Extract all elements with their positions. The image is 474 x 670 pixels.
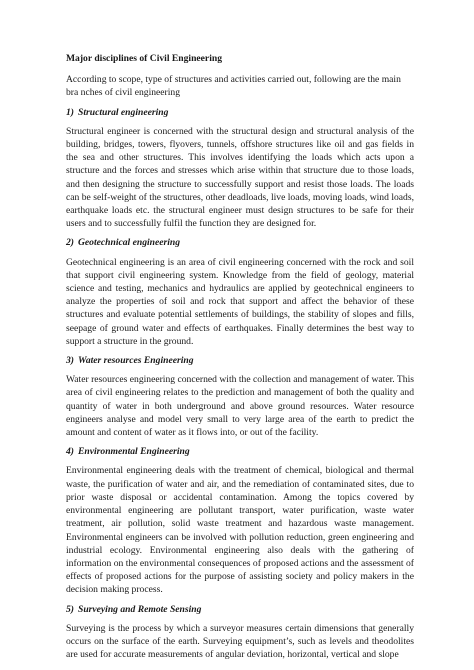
section-body: Structural engineer is concerned with the structural design and structural analysis of the building, bridges, towers, flyovers, tunnels, offshore structures like oil and gas fields in the sea and other structures. This involves identifying the loads which acts upon a structure and the forces and stresses which arise within that structure due to those loads, and then designing the structure to successfully support and resist those loads. The loads can be self-weight of the structures, other deadloads, live loads, moving loads, wind loads, earthquake loads etc. the structural engineer must design structures to be safe for their users and to successfully fulfil the function they are designed for. — [66, 125, 414, 230]
section-geotechnical — [66, 236, 414, 348]
document-title: Major disciplines of Civil Engineering — [66, 53, 222, 64]
section-number: 5) — [66, 603, 74, 615]
section-title: Geotechnical engineering — [78, 237, 181, 249]
section-heading — [66, 354, 414, 367]
section-body: Environmental engineering deals with the treatment of chemical, biological and thermal waste, the purification of water and air, and the remediation of contaminated sites, due to prior waste disposal or accidental contamination. Among the topics covered by environmental engineering are pollutant transport, water purification, waste water treatment, air pollution, solid waste treatment and hazardous waste management. Environmental engineers can be involved with pollution reduction, green engineering and industrial ecology. Environmental engineering also deals with the gathering of information on the environmental consequences of proposed actions and the assessment of effects of proposed actions for the purpose of assisting society and policy makers in the decision making process. — [66, 465, 414, 596]
section-title: Environmental Engineering — [78, 446, 190, 458]
section-body: Geotechnical engineering is an area of civil engineering concerned with the rock and soil that support civil engineering system. Knowledge from the field of geology, material science and testing, mechanics and hydraulics are applied by geotechnical engineers to analyze the properties of soil and rock that support and affect the behavior of these structures and evaluate potential settlements of buildings, the stability of slopes and fills, seepage of ground water and effects of earthquakes. Finally determines the best way to support a structure in the ground. — [66, 256, 414, 347]
section-body: Water resources engineering concerned with the collection and management of water. This area of civil engineering relates to the prediction and management of both the quality and quantity of water in both underground and above ground resources. Water resource engineers analyse and model very small to very large area of the earth to predict the amount and content of water as it flows into, or out of the facility. — [66, 374, 414, 439]
section-environmental — [66, 445, 414, 596]
section-surveying — [66, 603, 414, 662]
section-heading — [66, 445, 414, 458]
section-number: 2) — [66, 237, 74, 249]
section-heading — [66, 603, 414, 616]
section-body: Surveying is the process by which a surveyor measures certain dimensions that generally occurs on the surface of the earth. Surveying equipment’s, such as levels and theodolites are used for accurate measurements of angular deviation, horizontal, vertical and slope — [66, 622, 414, 661]
section-title: Surveying and Remote Sensing — [78, 603, 202, 615]
section-number: 1) — [66, 106, 74, 118]
section-heading — [66, 106, 414, 119]
section-number: 4) — [66, 446, 74, 458]
document-content — [66, 52, 414, 667]
section-title: Water resources Engineering — [78, 355, 194, 367]
section-title: Structural engineering — [78, 106, 169, 118]
intro-paragraph: According to scope, type of structures and activities carried out, following are the main bra nches of civil engineering — [66, 74, 401, 99]
section-heading — [66, 236, 414, 249]
section-water-resources — [66, 354, 414, 439]
section-number: 3) — [66, 355, 74, 367]
section-structural — [66, 106, 414, 231]
